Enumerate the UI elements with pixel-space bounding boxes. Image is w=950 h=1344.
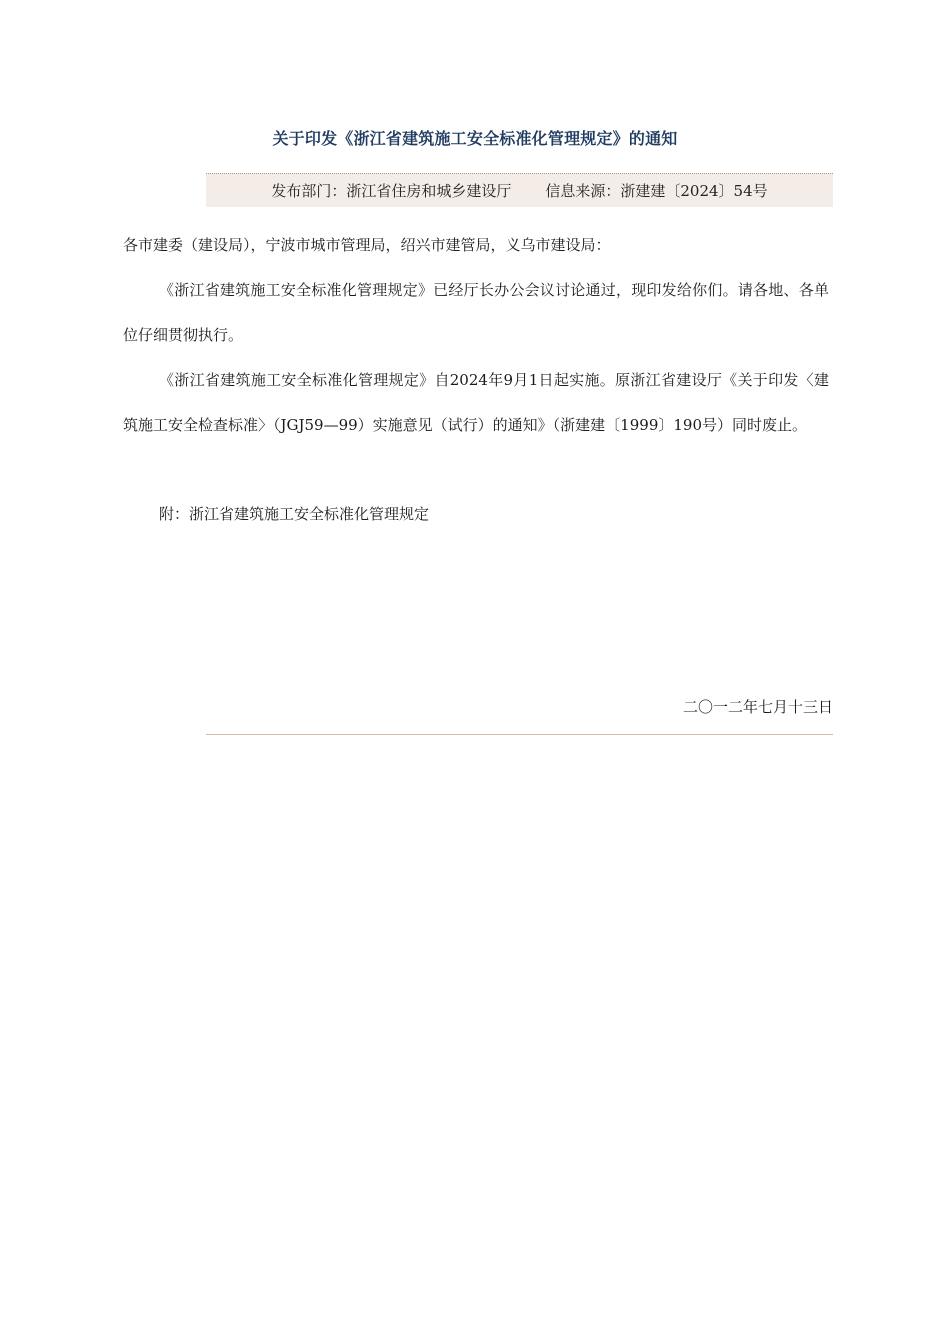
department-label: 发布部门：浙江省住房和城乡建设厅 xyxy=(271,182,512,200)
document-title: 关于印发《浙江省建筑施工安全标准化管理规定》的通知 xyxy=(272,129,678,148)
source-label: 信息来源：浙建建〔2024〕54号 xyxy=(545,182,768,200)
addressee-line: 各市建委（建设局），宁波市城市管理局，绍兴市建管局，义乌市建设局： xyxy=(123,236,611,254)
bottom-divider xyxy=(206,734,833,735)
publication-info-bar xyxy=(206,173,833,207)
body-paragraph: 《浙江省建筑施工安全标准化管理规定》已经厅长办公会议讨论通过，现印发给你们。请各地、各单位仔细贯彻执行。 xyxy=(123,281,829,344)
issue-date: 二〇一二年七月十三日 xyxy=(682,698,833,716)
attachment-line[interactable]: 附：浙江省建筑施工安全标准化管理规定 xyxy=(159,505,430,523)
body-paragraph: 《浙江省建筑施工安全标准化管理规定》自2024年9月1日起实施。原浙江省建设厅《关于印发〈建筑施工安全检查标准〉（JGJ59—99）实施意见（试行）的通知》（浙建建〔1999〕190号）同时废止。 xyxy=(123,371,829,434)
